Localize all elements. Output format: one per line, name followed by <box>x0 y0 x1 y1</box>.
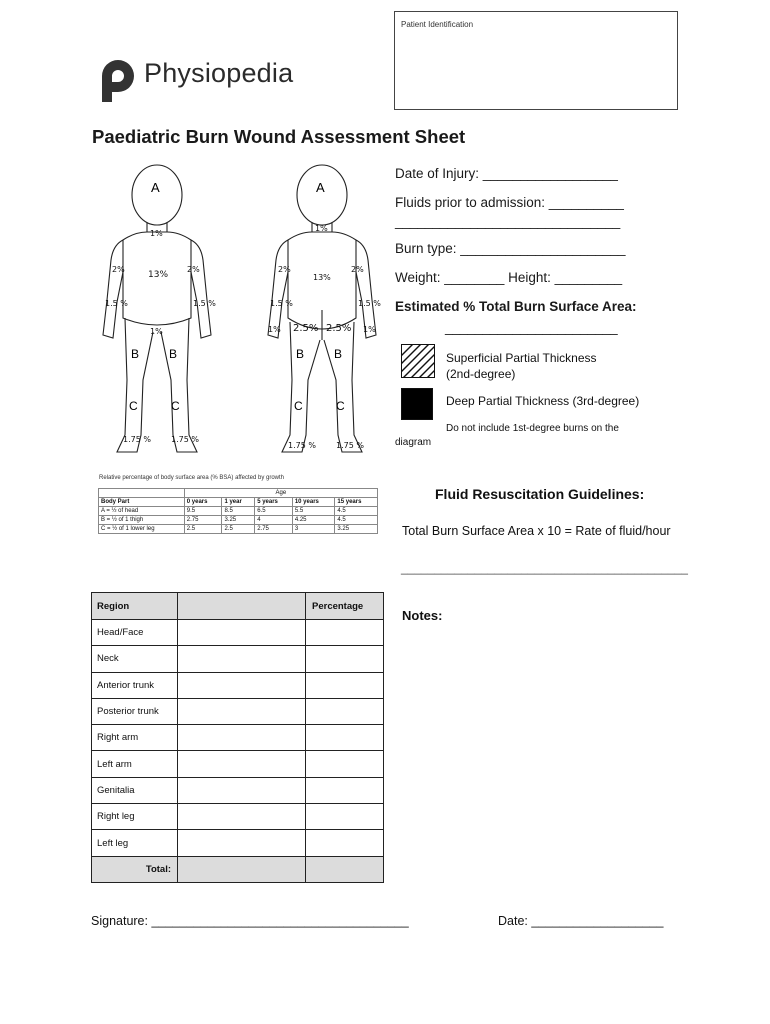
growth-table-cell: 2.5 <box>184 525 222 534</box>
front-label-thigh-left: B <box>169 347 178 361</box>
notes-cell[interactable] <box>178 751 306 777</box>
superficial-legend-label: Superficial Partial Thickness <box>446 351 597 365</box>
growth-table-row <box>99 516 378 525</box>
growth-table-row <box>99 525 378 534</box>
table-row <box>92 725 384 751</box>
back-label-thigh-right: B <box>334 347 343 361</box>
back-label-foot-right: 1.75 % <box>336 441 364 450</box>
front-label-right-upper-arm: 2% <box>112 265 125 274</box>
growth-table-cell: 4 <box>255 516 293 525</box>
growth-table-cell: A = ½ of head <box>99 507 185 516</box>
growth-table <box>98 488 378 534</box>
percentage-cell[interactable] <box>306 672 384 698</box>
growth-table-cell: 2.75 <box>184 516 222 525</box>
front-label-neck: 1% <box>150 229 163 238</box>
table-row <box>92 777 384 803</box>
growth-table-col-header: 5 years <box>255 498 293 507</box>
physiopedia-logo <box>98 56 294 104</box>
front-label-foot-right: 1.75 % <box>123 435 151 444</box>
total-notes-cell[interactable] <box>178 856 306 882</box>
burn-type-field[interactable]: Burn type: ______________________ <box>395 241 626 256</box>
growth-table-cell: 2.5 <box>222 525 255 534</box>
back-body-figure <box>268 165 376 452</box>
back-label-thigh-left: B <box>296 347 305 361</box>
region-cell: Right arm <box>92 725 178 751</box>
notes-label: Notes: <box>402 608 443 623</box>
total-label: Total: <box>92 856 178 882</box>
region-cell: Right leg <box>92 804 178 830</box>
growth-table-corner <box>99 489 185 498</box>
percentage-cell[interactable] <box>306 620 384 646</box>
growth-table-cell: B = ½ of 1 thigh <box>99 516 185 525</box>
deep-legend-label: Deep Partial Thickness (3rd-degree) <box>446 394 640 408</box>
front-label-thigh-right: B <box>131 347 140 361</box>
back-label-head: A <box>316 180 325 195</box>
fluid-formula: Total Burn Surface Area x 10 = Rate of fluid/hour <box>402 524 671 538</box>
front-label-trunk: 13% <box>148 270 169 280</box>
notes-cell[interactable] <box>178 777 306 803</box>
growth-table-cell: 8.5 <box>222 507 255 516</box>
table-row <box>92 672 384 698</box>
growth-table-col-header: 15 years <box>335 498 378 507</box>
total-percentage-cell[interactable] <box>306 856 384 882</box>
front-label-head: A <box>151 180 160 195</box>
fluid-guidelines-heading: Fluid Resuscitation Guidelines: <box>435 486 645 502</box>
table-row <box>92 830 384 856</box>
percentage-column-header: Percentage <box>306 593 384 620</box>
legend-note-continued: diagram <box>395 437 432 448</box>
back-label-right-upper-arm: 2% <box>351 265 364 274</box>
percentage-cell[interactable] <box>306 804 384 830</box>
growth-table-col-header: 10 years <box>292 498 335 507</box>
superficial-legend-label-sub: (2nd-degree) <box>446 367 516 381</box>
percentage-cell[interactable] <box>306 725 384 751</box>
front-label-genitalia: 1% <box>150 327 163 336</box>
growth-table-col-header: Body Part <box>99 498 185 507</box>
growth-table-row <box>99 507 378 516</box>
body-diagrams <box>95 160 385 465</box>
region-cell: Head/Face <box>92 620 178 646</box>
growth-table-cell: 4.5 <box>335 507 378 516</box>
growth-table-col-header: 1 year <box>222 498 255 507</box>
fluids-prior-field[interactable]: Fluids prior to admission: __________ <box>395 195 624 210</box>
region-cell: Left arm <box>92 751 178 777</box>
tbsa-field[interactable]: _______________________ <box>445 320 618 335</box>
back-label-foot-left: 1.75 % <box>288 441 316 450</box>
back-label-right-hand: 1% <box>363 325 376 334</box>
logo-wordmark: Physiopedia <box>144 58 294 88</box>
back-label-trunk: 13% <box>313 273 331 282</box>
back-label-neck: 1% <box>315 224 328 233</box>
region-cell: Posterior trunk <box>92 698 178 724</box>
notes-cell[interactable] <box>178 830 306 856</box>
fluid-answer-line[interactable]: ___________________________________________ <box>401 561 688 575</box>
percentage-cell[interactable] <box>306 830 384 856</box>
front-body-figure <box>103 165 211 452</box>
growth-table-cell: C = ½ of 1 lower leg <box>99 525 185 534</box>
back-label-buttock-right: 2.5% <box>326 323 352 334</box>
date-of-injury-field[interactable]: Date of Injury: __________________ <box>395 166 618 181</box>
growth-table-cell: 3.25 <box>222 516 255 525</box>
region-cell: Neck <box>92 646 178 672</box>
table-row <box>92 751 384 777</box>
deep-partial-swatch <box>401 388 433 420</box>
percentage-cell[interactable] <box>306 777 384 803</box>
growth-table-cell: 9.5 <box>184 507 222 516</box>
table-row <box>92 646 384 672</box>
total-row <box>92 856 384 882</box>
percentage-cell[interactable] <box>306 698 384 724</box>
patient-identification-label: Patient Identification <box>401 20 474 29</box>
growth-table-header-row <box>99 498 378 507</box>
percentage-cell[interactable] <box>306 646 384 672</box>
back-label-leg-left: C <box>294 399 303 413</box>
front-label-foot-left: 1.75 % <box>171 435 199 444</box>
growth-table-cell: 5.5 <box>292 507 335 516</box>
front-label-left-forearm: 1.5 % <box>193 299 216 308</box>
table-row <box>92 698 384 724</box>
region-column-header: Region <box>92 593 178 620</box>
notes-cell[interactable] <box>178 620 306 646</box>
table-row <box>92 620 384 646</box>
region-cell: Anterior trunk <box>92 672 178 698</box>
tbsa-label: Estimated % Total Burn Surface Area: <box>395 299 637 314</box>
date-field[interactable]: Date: ___________________ <box>498 914 664 928</box>
region-table-header-row <box>92 593 384 620</box>
growth-table-cell: 2.75 <box>255 525 293 534</box>
front-label-right-forearm: 1.5 % <box>105 299 128 308</box>
percentage-cell[interactable] <box>306 751 384 777</box>
back-label-right-forearm: 1.5 % <box>358 299 381 308</box>
growth-table-age-header: Age <box>184 489 377 498</box>
region-cell: Genitalia <box>92 777 178 803</box>
notes-cell[interactable] <box>178 725 306 751</box>
page-title: Paediatric Burn Wound Assessment Sheet <box>92 126 466 147</box>
growth-table-cell: 6.5 <box>255 507 293 516</box>
back-label-left-forearm: 1.5 % <box>270 299 293 308</box>
growth-table-col-header: 0 years <box>184 498 222 507</box>
region-cell: Left leg <box>92 830 178 856</box>
legend-note: Do not include 1st-degree burns on the <box>446 423 619 434</box>
growth-table-cell: 4.5 <box>335 516 378 525</box>
signature-field[interactable]: Signature: _____________________________________ <box>91 914 409 928</box>
growth-table-cell: 3 <box>292 525 335 534</box>
region-table <box>91 592 384 883</box>
table-row <box>92 804 384 830</box>
weight-height-field[interactable]: Weight: ________ Height: _________ <box>395 270 623 285</box>
notes-cell[interactable] <box>178 672 306 698</box>
growth-table-caption: Relative percentage of body surface area (% BSA) affected by growth <box>99 475 284 481</box>
back-label-leg-right: C <box>336 399 345 413</box>
superficial-hatch-swatch <box>401 344 435 378</box>
patient-identification-box[interactable] <box>394 11 678 110</box>
growth-table-cell: 4.25 <box>292 516 335 525</box>
notes-cell[interactable] <box>178 804 306 830</box>
notes-cell[interactable] <box>178 646 306 672</box>
front-label-leg-left: C <box>171 399 180 413</box>
blank-column-header <box>178 593 306 620</box>
back-label-left-hand: 1% <box>268 325 281 334</box>
physiopedia-logo-mark <box>98 56 140 104</box>
front-label-left-upper-arm: 2% <box>187 265 200 274</box>
fluids-prior-field-continued[interactable]: ______________________________ <box>395 214 621 229</box>
front-label-leg-right: C <box>129 399 138 413</box>
growth-table-cell: 3.25 <box>335 525 378 534</box>
notes-cell[interactable] <box>178 698 306 724</box>
back-label-left-upper-arm: 2% <box>278 265 291 274</box>
back-label-buttock-left: 2.5% <box>293 323 319 334</box>
